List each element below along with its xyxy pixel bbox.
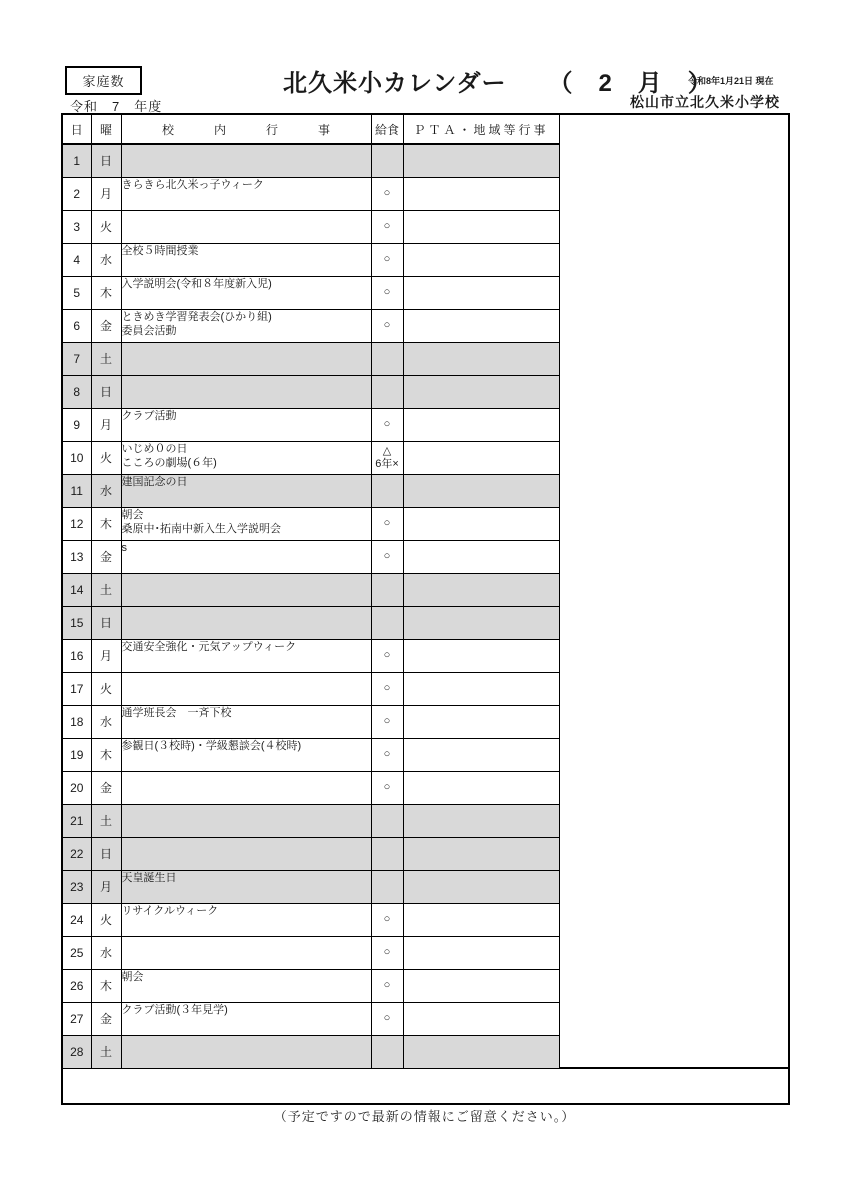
events-cell bbox=[121, 144, 371, 177]
weekday-label: 木 bbox=[91, 969, 121, 1002]
lunch-cell bbox=[371, 507, 403, 540]
pta-cell bbox=[403, 771, 559, 804]
events-cell bbox=[121, 309, 371, 342]
events-cell bbox=[121, 342, 371, 375]
event-text: 朝会 bbox=[121, 970, 144, 983]
lunch-cell bbox=[371, 540, 403, 573]
events-cell bbox=[121, 210, 371, 243]
lunch-cell bbox=[371, 276, 403, 309]
lunch-cell bbox=[371, 441, 403, 474]
page-title-text: 北久米小カレンダー bbox=[283, 70, 507, 97]
col-header-day: 日 bbox=[62, 114, 91, 144]
lunch-cell bbox=[371, 342, 403, 375]
weekday-label: 月 bbox=[91, 408, 121, 441]
pta-cell bbox=[403, 936, 559, 969]
lunch-cell bbox=[371, 243, 403, 276]
events-cell bbox=[121, 639, 371, 672]
lunch-mark: ○ bbox=[383, 649, 391, 661]
day-number: 4 bbox=[62, 243, 91, 276]
day-number: 27 bbox=[62, 1002, 91, 1035]
lunch-mark: ○ bbox=[383, 1012, 391, 1024]
col-header-pta: ＰＴＡ・地域等行事 bbox=[403, 114, 559, 144]
pta-cell bbox=[403, 1002, 559, 1035]
pta-cell bbox=[403, 441, 559, 474]
table-header-row bbox=[62, 114, 789, 144]
day-number: 22 bbox=[62, 837, 91, 870]
weekday-label: 日 bbox=[91, 375, 121, 408]
lunch-mark: ○ bbox=[383, 418, 391, 430]
events-cell bbox=[121, 606, 371, 639]
weekday-label: 土 bbox=[91, 804, 121, 837]
household-count-box bbox=[65, 66, 142, 95]
pta-cell bbox=[403, 573, 559, 606]
as-of-date: 令和8年1月21日 現在 bbox=[688, 76, 774, 86]
pta-cell bbox=[403, 375, 559, 408]
pta-cell bbox=[403, 1035, 559, 1068]
day-number: 11 bbox=[62, 474, 91, 507]
lunch-cell bbox=[371, 837, 403, 870]
pta-cell bbox=[403, 210, 559, 243]
lunch-mark: ○ bbox=[383, 979, 391, 991]
event-text: リサイクルウィーク bbox=[121, 904, 219, 917]
weekday-label: 火 bbox=[91, 210, 121, 243]
day-number: 21 bbox=[62, 804, 91, 837]
event-text: 入学説明会(令和８年度新入児) bbox=[121, 277, 272, 290]
day-number: 7 bbox=[62, 342, 91, 375]
table-footer-cell bbox=[62, 1068, 789, 1104]
events-cell bbox=[121, 705, 371, 738]
weekday-label: 火 bbox=[91, 672, 121, 705]
day-number: 18 bbox=[62, 705, 91, 738]
day-number: 2 bbox=[62, 177, 91, 210]
pta-cell bbox=[403, 606, 559, 639]
pta-cell bbox=[403, 903, 559, 936]
lunch-cell bbox=[371, 573, 403, 606]
lunch-mark: ○ bbox=[383, 946, 391, 958]
day-number: 26 bbox=[62, 969, 91, 1002]
event-text: 委員会活動 bbox=[121, 324, 177, 337]
pta-cell bbox=[403, 870, 559, 903]
weekday-label: 金 bbox=[91, 771, 121, 804]
weekday-label: 水 bbox=[91, 705, 121, 738]
lunch-cell bbox=[371, 672, 403, 705]
pta-cell bbox=[403, 540, 559, 573]
lunch-cell bbox=[371, 474, 403, 507]
day-number: 6 bbox=[62, 309, 91, 342]
weekday-label: 土 bbox=[91, 1035, 121, 1068]
event-text: 朝会 bbox=[121, 508, 144, 521]
lunch-cell bbox=[371, 144, 403, 177]
day-number: 28 bbox=[62, 1035, 91, 1068]
weekday-label: 金 bbox=[91, 1002, 121, 1035]
pta-cell bbox=[403, 738, 559, 771]
event-text: s bbox=[121, 541, 127, 554]
weekday-label: 日 bbox=[91, 837, 121, 870]
weekday-label: 土 bbox=[91, 342, 121, 375]
weekday-label: 木 bbox=[91, 276, 121, 309]
lunch-mark: ○ bbox=[383, 550, 391, 562]
lunch-mark: ○ bbox=[383, 253, 391, 265]
day-number: 5 bbox=[62, 276, 91, 309]
household-count-label: 家庭数 bbox=[82, 74, 125, 89]
day-number: 25 bbox=[62, 936, 91, 969]
lunch-mark: ○ bbox=[383, 187, 391, 199]
weekday-label: 水 bbox=[91, 936, 121, 969]
event-text: 天皇誕生日 bbox=[121, 871, 177, 884]
event-text: こころの劇場(６年) bbox=[121, 456, 217, 469]
weekday-label: 月 bbox=[91, 639, 121, 672]
pta-cell bbox=[403, 342, 559, 375]
day-number: 14 bbox=[62, 573, 91, 606]
lunch-mark: ○ bbox=[383, 517, 391, 529]
day-number: 8 bbox=[62, 375, 91, 408]
side-notes-box bbox=[559, 114, 789, 1068]
weekday-label: 月 bbox=[91, 870, 121, 903]
events-cell bbox=[121, 177, 371, 210]
day-number: 19 bbox=[62, 738, 91, 771]
day-number: 12 bbox=[62, 507, 91, 540]
weekday-label: 木 bbox=[91, 507, 121, 540]
lunch-cell bbox=[371, 738, 403, 771]
lunch-cell bbox=[371, 870, 403, 903]
lunch-mark: ○ bbox=[383, 913, 391, 925]
lunch-mark: ○ bbox=[383, 319, 391, 331]
event-text: 通学班長会 一斉下校 bbox=[121, 706, 232, 719]
events-cell bbox=[121, 903, 371, 936]
event-text: 建国記念の日 bbox=[121, 475, 188, 488]
events-cell bbox=[121, 276, 371, 309]
pta-cell bbox=[403, 507, 559, 540]
day-number: 16 bbox=[62, 639, 91, 672]
weekday-label: 土 bbox=[91, 573, 121, 606]
lunch-cell bbox=[371, 177, 403, 210]
day-number: 20 bbox=[62, 771, 91, 804]
day-number: 17 bbox=[62, 672, 91, 705]
schedule-disclaimer: （予定ですので最新の情報にご留意ください。） bbox=[273, 1109, 576, 1124]
events-cell bbox=[121, 837, 371, 870]
lunch-cell bbox=[371, 639, 403, 672]
pta-cell bbox=[403, 969, 559, 1002]
pta-cell bbox=[403, 309, 559, 342]
school-name: 松山市立北久米小学校 bbox=[630, 94, 780, 110]
lunch-cell bbox=[371, 936, 403, 969]
lunch-cell bbox=[371, 375, 403, 408]
events-cell bbox=[121, 573, 371, 606]
lunch-mark: ○ bbox=[383, 682, 391, 694]
lunch-mark: 6年× bbox=[375, 457, 399, 470]
lunch-cell bbox=[371, 903, 403, 936]
calendar-body bbox=[62, 114, 789, 1104]
lunch-mark: ○ bbox=[383, 781, 391, 793]
events-cell bbox=[121, 969, 371, 1002]
events-cell bbox=[121, 474, 371, 507]
pta-cell bbox=[403, 804, 559, 837]
lunch-mark: ○ bbox=[383, 286, 391, 298]
pta-cell bbox=[403, 474, 559, 507]
events-cell bbox=[121, 1035, 371, 1068]
lunch-mark: ○ bbox=[383, 748, 391, 760]
col-header-weekday: 曜 bbox=[91, 114, 121, 144]
pta-cell bbox=[403, 837, 559, 870]
event-text: 交通安全強化・元気アップウィーク bbox=[121, 640, 297, 653]
event-text: クラブ活動 bbox=[121, 409, 177, 422]
lunch-cell bbox=[371, 969, 403, 1002]
events-cell bbox=[121, 738, 371, 771]
weekday-label: 火 bbox=[91, 903, 121, 936]
events-cell bbox=[121, 870, 371, 903]
lunch-cell bbox=[371, 606, 403, 639]
weekday-label: 日 bbox=[91, 144, 121, 177]
events-cell bbox=[121, 243, 371, 276]
calendar-table bbox=[61, 113, 790, 1105]
events-cell bbox=[121, 540, 371, 573]
events-cell bbox=[121, 408, 371, 441]
weekday-label: 水 bbox=[91, 474, 121, 507]
day-number: 10 bbox=[62, 441, 91, 474]
event-text: ときめき学習発表会(ひかり組) bbox=[121, 310, 272, 323]
events-cell bbox=[121, 441, 371, 474]
lunch-cell bbox=[371, 705, 403, 738]
lunch-cell bbox=[371, 1002, 403, 1035]
day-number: 23 bbox=[62, 870, 91, 903]
page-title-month: （ 2 月 ） bbox=[548, 70, 713, 97]
events-cell bbox=[121, 804, 371, 837]
day-number: 1 bbox=[62, 144, 91, 177]
events-cell bbox=[121, 672, 371, 705]
pta-cell bbox=[403, 639, 559, 672]
lunch-cell bbox=[371, 210, 403, 243]
pta-cell bbox=[403, 243, 559, 276]
day-number: 3 bbox=[62, 210, 91, 243]
event-text: 桑原中･拓南中新入生入学説明会 bbox=[121, 522, 281, 535]
weekday-label: 木 bbox=[91, 738, 121, 771]
lunch-cell bbox=[371, 408, 403, 441]
weekday-label: 金 bbox=[91, 540, 121, 573]
events-cell bbox=[121, 936, 371, 969]
day-number: 24 bbox=[62, 903, 91, 936]
lunch-mark: △ bbox=[382, 444, 392, 457]
weekday-label: 月 bbox=[91, 177, 121, 210]
col-header-events: 校 内 行 事 bbox=[121, 114, 371, 144]
pta-cell bbox=[403, 408, 559, 441]
weekday-label: 日 bbox=[91, 606, 121, 639]
day-number: 15 bbox=[62, 606, 91, 639]
table-footer-row bbox=[62, 1068, 789, 1104]
events-cell bbox=[121, 507, 371, 540]
lunch-cell bbox=[371, 1035, 403, 1068]
lunch-cell bbox=[371, 309, 403, 342]
lunch-mark: ○ bbox=[383, 715, 391, 727]
weekday-label: 金 bbox=[91, 309, 121, 342]
events-cell bbox=[121, 375, 371, 408]
event-text: きらきら北久米っ子ウィーク bbox=[121, 178, 264, 191]
pta-cell bbox=[403, 672, 559, 705]
fiscal-year-label: 令和 7 年度 bbox=[70, 99, 163, 114]
events-cell bbox=[121, 1002, 371, 1035]
weekday-label: 火 bbox=[91, 441, 121, 474]
pta-cell bbox=[403, 276, 559, 309]
pta-cell bbox=[403, 177, 559, 210]
events-cell bbox=[121, 771, 371, 804]
event-text: 参観日(３校時)・学級懇談会(４校時) bbox=[121, 739, 302, 752]
event-text: クラブ活動(３年見学) bbox=[121, 1003, 228, 1016]
weekday-label: 水 bbox=[91, 243, 121, 276]
day-number: 9 bbox=[62, 408, 91, 441]
day-number: 13 bbox=[62, 540, 91, 573]
lunch-mark: ○ bbox=[383, 220, 391, 232]
lunch-cell bbox=[371, 771, 403, 804]
event-text: 全校５時間授業 bbox=[121, 244, 199, 257]
pta-cell bbox=[403, 705, 559, 738]
pta-cell bbox=[403, 144, 559, 177]
col-header-lunch: 給食 bbox=[371, 114, 403, 144]
lunch-cell bbox=[371, 804, 403, 837]
event-text: いじめ０の日 bbox=[121, 442, 188, 455]
